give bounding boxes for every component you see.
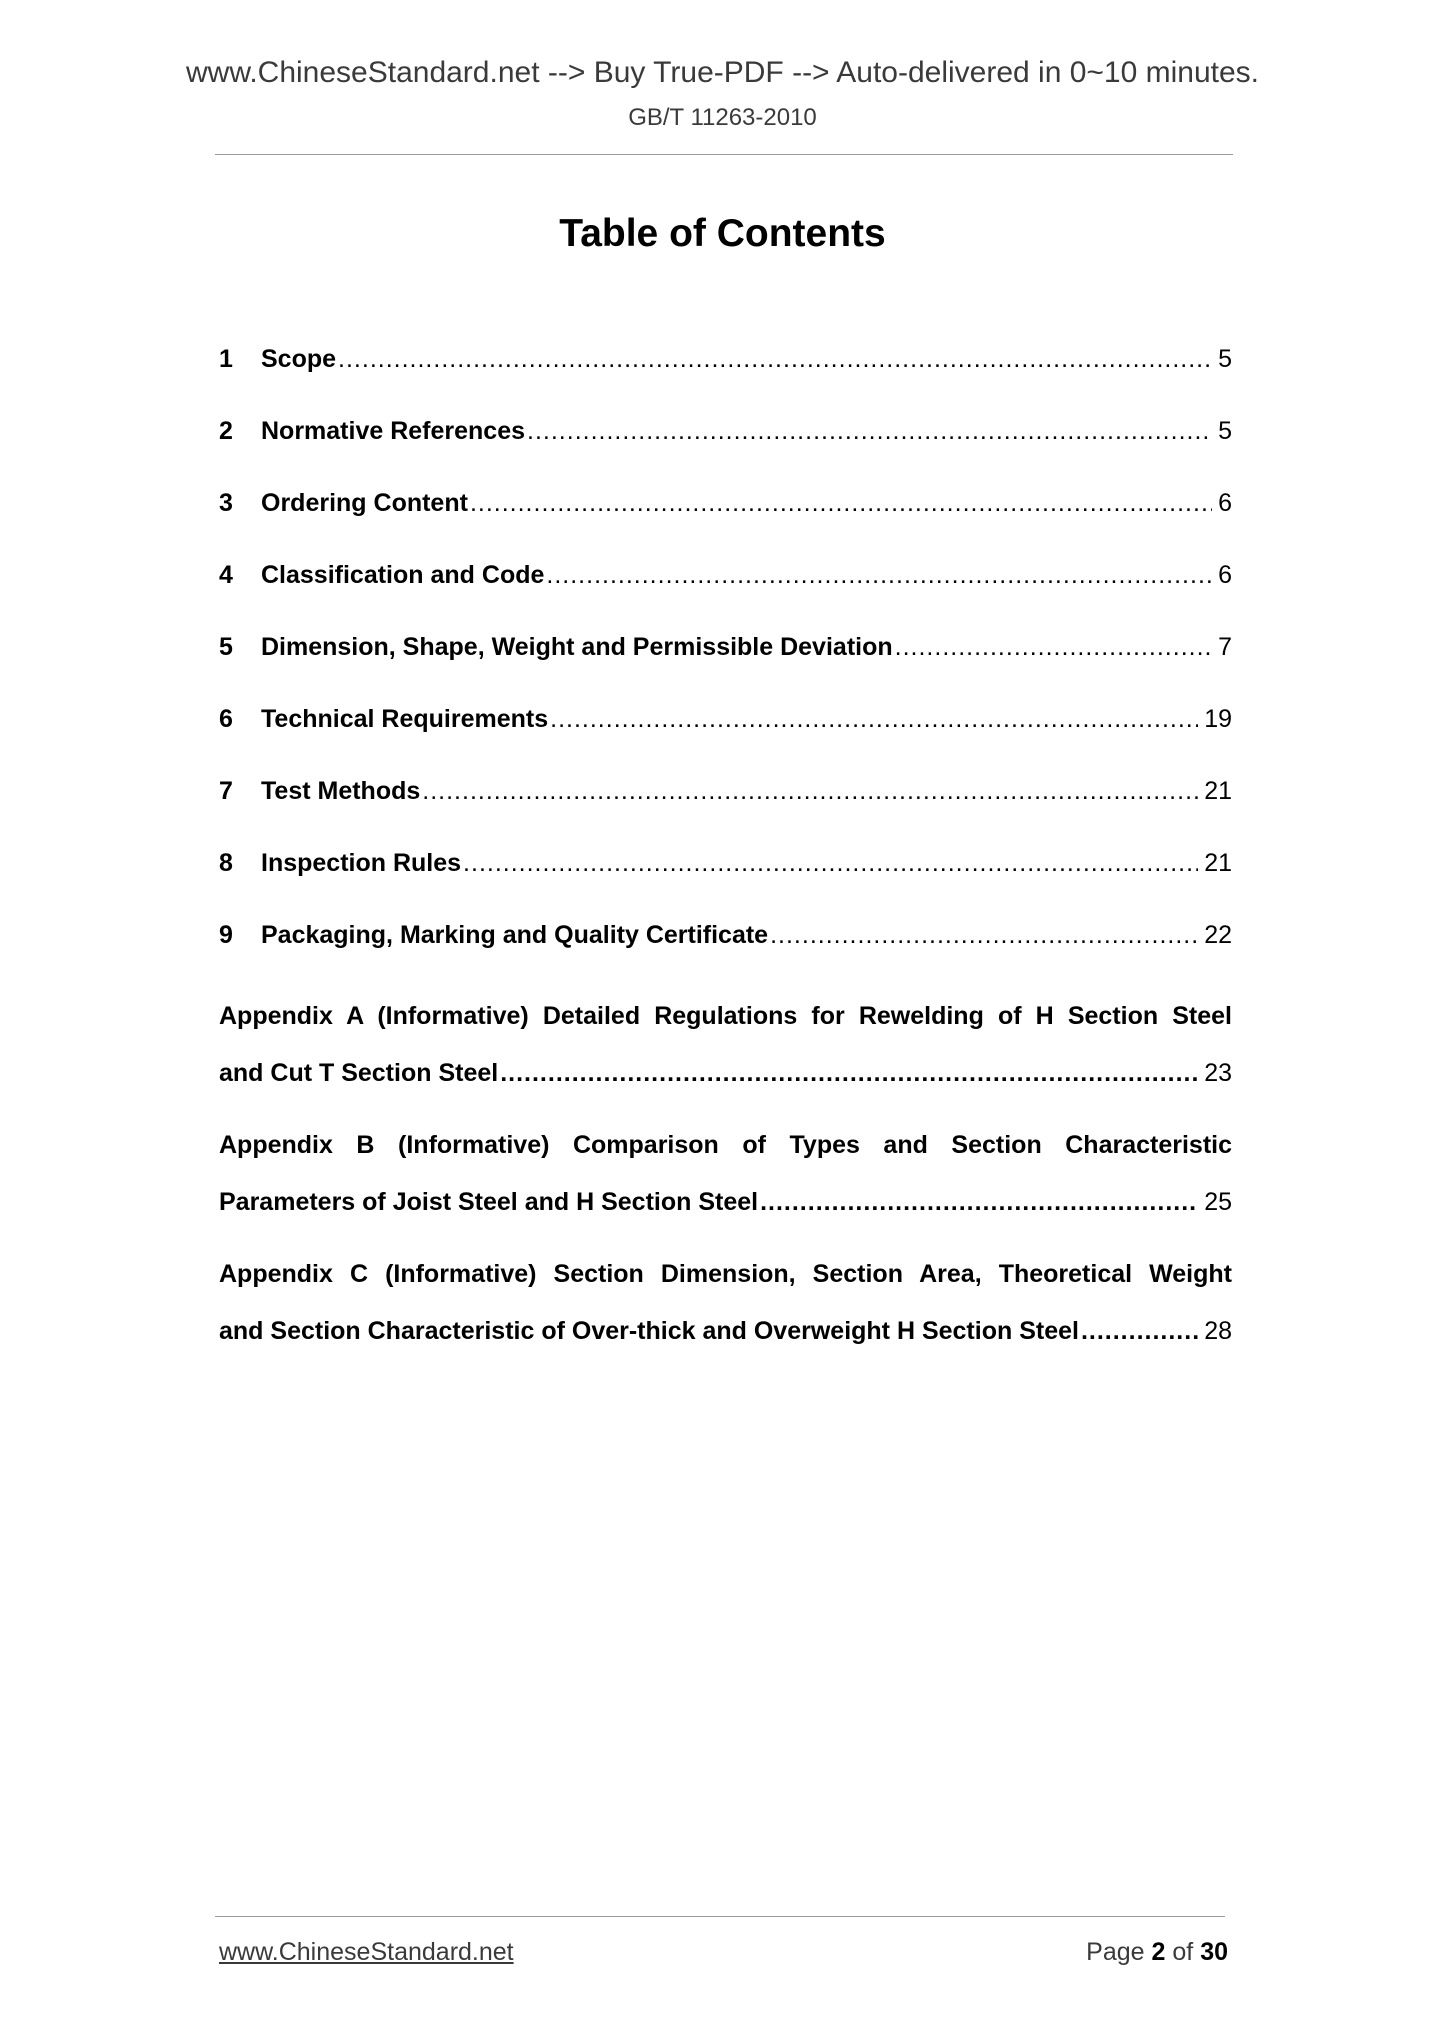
header-divider [215,154,1233,155]
toc-entry-page: 21 [1204,777,1232,805]
toc-entry-page: 21 [1204,849,1232,877]
toc-entry-number: 9 [219,921,233,949]
toc-entry-page: 7 [1218,633,1232,661]
toc-entry-number: 8 [219,849,233,877]
toc-entry-title: Technical Requirements [261,705,549,733]
appendix-title-line1: Appendix B (Informative) Comparison of Types and Section Characteristic [219,1131,1232,1159]
toc-leader-dots [463,844,1198,882]
toc-entry-title: Ordering Content [261,489,468,517]
toc-entry-number: 3 [219,489,233,517]
toc-leader-dots [500,1045,1198,1102]
page-total: 30 [1200,1938,1228,1966]
appendix-title-line1: Appendix A (Informative) Detailed Regulations for Rewelding of H Section Steel [219,1002,1232,1030]
toc-leader-dots [1081,1303,1198,1360]
toc-leader-dots [770,916,1198,954]
page-prefix: Page [1086,1938,1145,1966]
toc-entry-number: 1 [219,345,233,373]
toc-entry-title: Dimension, Shape, Weight and Permissible Deviation [261,633,893,661]
toc-entry-appendix-b[interactable] [219,1117,1232,1231]
toc-entry-test-methods[interactable] [219,772,1232,844]
toc-leader-dots [422,772,1198,810]
appendix-title-line2: Parameters of Joist Steel and H Section Steel [219,1188,759,1216]
footer-divider [215,1916,1225,1917]
toc-entry-page: 6 [1218,489,1232,517]
toc-entry-title: Packaging, Marking and Quality Certificate [261,921,769,949]
toc-entry-title: Normative References [261,417,526,445]
toc-entry-page: 6 [1218,561,1232,589]
toc-leader-dots [760,1174,1198,1231]
toc-entry-page: 28 [1204,1317,1232,1345]
toc-entry-title: Classification and Code [261,561,545,589]
toc-entry-scope[interactable] [219,340,1232,412]
toc-entry-number: 7 [219,777,233,805]
toc-entry-technical-requirements[interactable] [219,700,1232,772]
header-banner: www.ChineseStandard.net --> Buy True-PDF --> Auto-delivered in 0~10 minutes. [185,56,1260,89]
toc-leader-dots [550,700,1198,738]
toc-entry-page: 25 [1204,1188,1232,1216]
table-of-contents [219,340,1232,1375]
toc-entry-ordering-content[interactable] [219,484,1232,556]
toc-entry-title: Test Methods [261,777,421,805]
toc-leader-dots [338,340,1212,378]
toc-entry-packaging[interactable] [219,916,1232,988]
toc-entry-page: 22 [1204,921,1232,949]
toc-leader-dots [470,484,1212,522]
toc-entry-page: 19 [1204,705,1232,733]
toc-entry-page: 23 [1204,1059,1232,1087]
toc-entry-number: 5 [219,633,233,661]
toc-leader-dots [527,412,1212,450]
toc-entry-title: Scope [261,345,337,373]
toc-entry-normative-references[interactable] [219,412,1232,484]
footer-website-link[interactable]: www.ChineseStandard.net [219,1938,514,1966]
toc-entry-appendix-c[interactable] [219,1246,1232,1360]
appendix-title-line2: and Section Characteristic of Over-thick and Overweight H Section Steel [219,1317,1079,1345]
standard-number: GB/T 11263-2010 [628,104,817,131]
toc-entry-title: Inspection Rules [261,849,462,877]
page-title: Table of Contents [559,212,886,255]
toc-entry-number: 4 [219,561,233,589]
toc-entry-number: 6 [219,705,233,733]
toc-entry-page: 5 [1218,417,1232,445]
appendix-title-line1: Appendix C (Informative) Section Dimension, Section Area, Theoretical Weight [219,1260,1232,1288]
toc-entry-appendix-a[interactable] [219,988,1232,1102]
toc-leader-dots [895,628,1212,666]
appendix-title-line2: and Cut T Section Steel [219,1059,499,1087]
page-of: of [1172,1938,1194,1966]
toc-entry-inspection-rules[interactable] [219,844,1232,916]
page-current: 2 [1151,1938,1166,1966]
toc-leader-dots [546,556,1212,594]
toc-entry-page: 5 [1218,345,1232,373]
toc-entry-number: 2 [219,417,233,445]
toc-entry-classification[interactable] [219,556,1232,628]
footer-page-number [1086,1938,1228,1967]
toc-entry-dimension[interactable] [219,628,1232,700]
